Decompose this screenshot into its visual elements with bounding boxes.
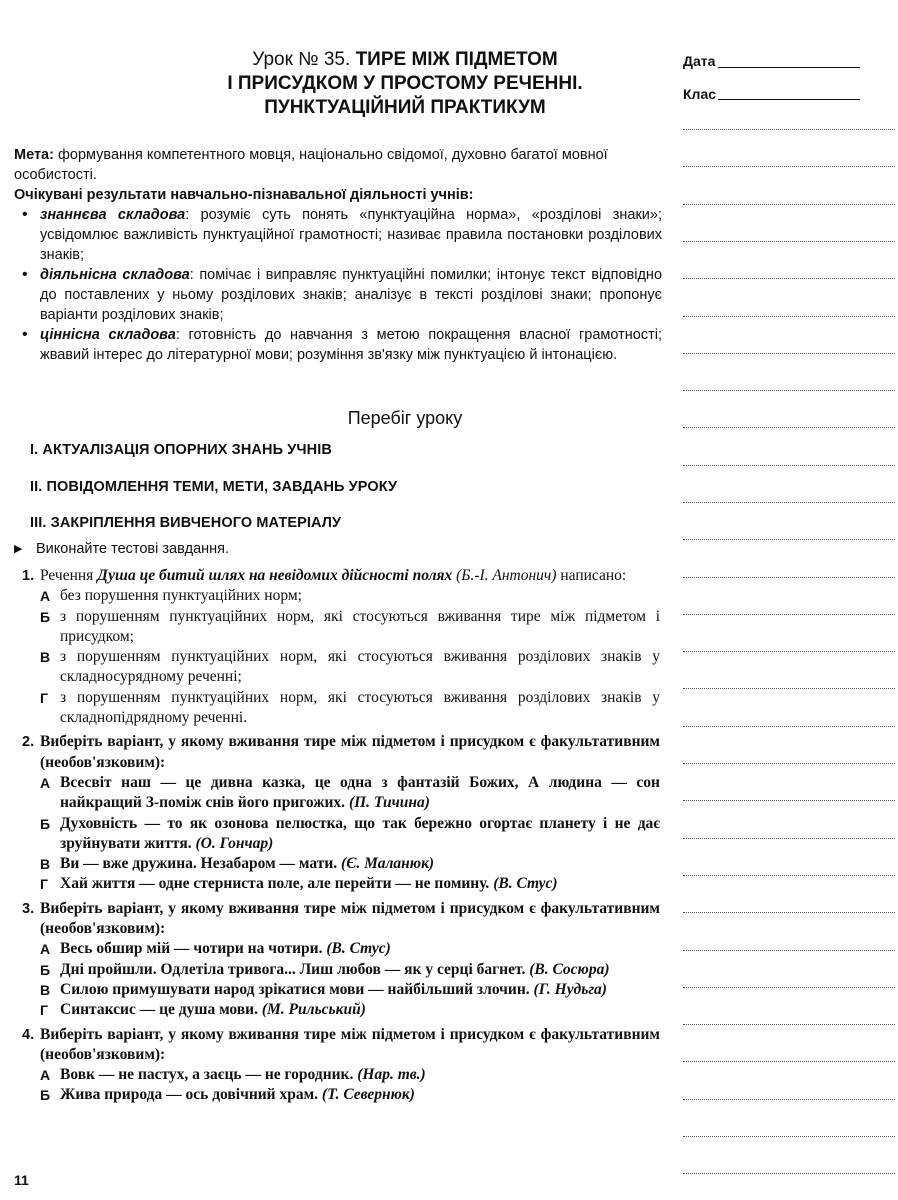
test-questions (22, 566, 660, 1110)
note-line (683, 539, 895, 540)
lesson-topic-line-1: ТИРЕ МІЖ ПІДМЕТОМ (355, 49, 558, 70)
option-letter: Б (40, 1087, 51, 1104)
answer-option[interactable] (40, 647, 660, 688)
note-line (683, 465, 895, 466)
results-heading: Очікувані результати навчально-пізнавальної діяльності учнів: (14, 187, 474, 203)
note-line (683, 129, 895, 130)
section-heading-3: ІІІ. ЗАКРІПЛЕННЯ ВИВЧЕНОГО МАТЕРІАЛУ (30, 515, 342, 531)
question-number: 2. (22, 734, 35, 751)
option-letter: А (40, 588, 51, 605)
answer-option[interactable] (40, 874, 660, 894)
note-line (683, 614, 895, 615)
answer-option[interactable] (40, 1000, 660, 1020)
note-line (683, 1024, 895, 1025)
option-letter: А (40, 774, 51, 791)
note-line (683, 800, 895, 801)
goal-label: Мета: (14, 147, 54, 163)
option-text: Синтаксис — це душа мови. (60, 1001, 262, 1019)
answer-option[interactable] (40, 1085, 660, 1105)
answer-option[interactable] (40, 814, 660, 855)
question-3 (22, 899, 660, 1021)
note-line (683, 502, 895, 503)
author: (Нар. тв.) (357, 1066, 426, 1084)
option-text: Силою примушувати народ зрікатися мови — найбільший злочин. (60, 980, 534, 998)
page-number: 11 (14, 1172, 29, 1188)
question-text-post: написано: (556, 567, 627, 584)
option-letter: В (40, 649, 51, 666)
answer-option[interactable] (40, 980, 660, 1000)
quoted-sentence: Душа це битий шлях на невідомих дійсності полях (97, 567, 453, 584)
date-field[interactable] (718, 67, 860, 68)
instruction-text: Виконайте тестові завдання. (36, 541, 230, 557)
question-number: 1. (22, 568, 35, 584)
note-line (683, 1061, 895, 1062)
answer-option[interactable] (40, 688, 660, 729)
lesson-topic-line-2: І ПРИСУДКОМ У ПРОСТОМУ РЕЧЕННІ. (227, 73, 583, 94)
answer-option[interactable] (40, 773, 660, 814)
note-line (683, 1173, 895, 1174)
option-text: Духовність — то як озонова пелюстка, що так бережно огортає планету і не дає зруйнувати життя. (60, 814, 660, 852)
author: (В. Сосюра) (529, 960, 610, 978)
option-text: Всесвіт наш — це дивна казка, це одна з фантазій Божих, А людина — сон найкращий З-поміж снів його пригожих. (60, 773, 660, 812)
author: (М. Рильський) (261, 1001, 366, 1019)
question-4 (22, 1025, 660, 1106)
note-line (683, 838, 895, 839)
note-line (683, 316, 895, 317)
lesson-goal (14, 145, 662, 365)
option-letter: Б (40, 961, 51, 978)
note-line (683, 353, 895, 354)
note-line (683, 577, 895, 578)
option-text: з порушенням пунктуаційних норм, які стосуються вживання тире між підметом і присудком; (60, 607, 660, 645)
result-item-text: : помічає і виправляє пунктуаційні помилки; інтонує текст відповідно до поставлених у ньому розділових знаків; аналізує в тексті розділові знаки; пропонує варіанти розділових знаків; (40, 267, 663, 323)
answer-option[interactable] (40, 1065, 660, 1085)
result-item-name: знаннєва складова (40, 207, 186, 223)
note-line (683, 427, 895, 428)
class-field[interactable] (718, 99, 860, 100)
option-letter: Г (40, 1002, 48, 1019)
note-line (683, 1136, 895, 1137)
author: (Б.-І. Антонич) (452, 567, 557, 584)
option-letter: А (40, 1067, 51, 1084)
option-letter: В (40, 981, 51, 998)
note-line (683, 241, 895, 242)
option-letter: В (40, 856, 51, 873)
question-text: Виберіть варіант, у якому вживання тире між підметом і присудком є факультативним (необов'язковим): (40, 1025, 660, 1063)
lesson-number: Урок № 35. (252, 49, 351, 70)
question-text: Виберіть варіант, у якому вживання тире між підметом і присудком є факультативним (необов'язковим): (40, 733, 660, 771)
note-line (683, 390, 895, 391)
question-1 (22, 566, 660, 728)
option-text: з порушенням пунктуаційних норм, які стосуються вживання розділових знаків у складносурядному реченні; (60, 648, 660, 686)
question-2 (22, 732, 660, 894)
section-heading-2: ІІ. ПОВІДОМЛЕННЯ ТЕМИ, МЕТИ, ЗАВДАНЬ УРОКУ (30, 479, 398, 495)
class-label: Клас (683, 86, 717, 102)
answer-option[interactable] (40, 586, 660, 606)
option-text: з порушенням пунктуаційних норм, які стосуються вживання розділових знаків у складнопідрядному реченні. (60, 688, 660, 727)
author: (П. Тичина) (348, 794, 430, 812)
instruction (14, 541, 229, 557)
option-letter: Б (40, 608, 51, 625)
lesson-title (150, 48, 660, 120)
option-text: Весь обшир мій — чотири на чотири. (60, 940, 327, 958)
note-line (683, 912, 895, 913)
option-letter: Г (40, 876, 48, 893)
lesson-topic-line-3: ПУНКТУАЦІЙНИЙ ПРАКТИКУМ (264, 97, 546, 118)
question-text: Виберіть варіант, у якому вживання тире між підметом і присудком є факультативним (необов'язковим): (40, 899, 660, 938)
question-number: 4. (22, 1026, 35, 1043)
note-line (683, 278, 895, 279)
author: (О. Гончар) (195, 834, 274, 852)
author: (Т. Севернюк) (321, 1086, 415, 1104)
lesson-flow-heading: Перебіг уроку (347, 408, 463, 428)
option-letter: Г (40, 689, 48, 706)
option-text: Жива природа — ось довічний храм. (60, 1086, 322, 1104)
option-text: Хай життя — одне стерниста поле, але перейти — не помину. (60, 875, 494, 893)
result-item (40, 205, 662, 265)
note-line (683, 166, 895, 167)
result-item (40, 265, 662, 325)
note-line (683, 688, 895, 689)
author: (В. Стус) (493, 875, 558, 893)
option-letter: А (40, 941, 51, 958)
author: (Є. Маланюк) (341, 855, 435, 873)
answer-option[interactable] (40, 960, 660, 980)
author: (Г. Нудьга) (533, 980, 607, 998)
question-number: 3. (22, 900, 35, 917)
date-label: Дата (683, 53, 716, 69)
result-item (40, 325, 662, 365)
note-line (683, 875, 895, 876)
result-item-text: : готовність до навчання з метою покращення власної грамотності; жвавий інтерес до літературної мови; розуміння зв'язку між пунктуацією й інтонацією. (40, 327, 662, 363)
option-text: без порушення пунктуаційних норм; (60, 587, 302, 605)
result-item-name: діяльнісна складова (40, 267, 190, 283)
note-line (683, 726, 895, 727)
answer-option[interactable] (40, 854, 660, 874)
answer-option[interactable] (40, 607, 660, 648)
note-line (683, 1099, 895, 1100)
question-text (40, 566, 660, 586)
results-list (14, 205, 662, 365)
section-heading-1: І. АКТУАЛІЗАЦІЯ ОПОРНИХ ЗНАНЬ УЧНІВ (30, 442, 332, 458)
note-line (683, 651, 895, 652)
question-text-pre: Речення (40, 567, 98, 584)
note-line (683, 763, 895, 764)
goal-text: формування компетентного мовця, національно свідомої, духовно багатої мовної особистості. (14, 147, 608, 183)
note-line (683, 204, 895, 205)
option-text: Ви — вже дружина. Незабаром — мати. (60, 855, 342, 873)
note-line (683, 987, 895, 988)
result-item-name: ціннісна складова (40, 327, 176, 343)
option-text: Дні пройшли. Одлетіла тривога... Лиш любов — як у серці багнет. (60, 960, 530, 978)
answer-option[interactable] (40, 939, 660, 959)
play-arrow-icon: ▶ (14, 543, 23, 555)
result-item-text: : розуміє суть понять «пунктуаційна норма», «розділові знаки»; усвідомлює важливість пунктуаційної грамотності; називає правила постановки розділових знаків; (40, 207, 662, 263)
note-line (683, 950, 895, 951)
author: (В. Стус) (326, 940, 391, 958)
option-letter: Б (40, 815, 51, 832)
option-text: Вовк — не пастух, а заєць — не городник. (60, 1066, 358, 1084)
